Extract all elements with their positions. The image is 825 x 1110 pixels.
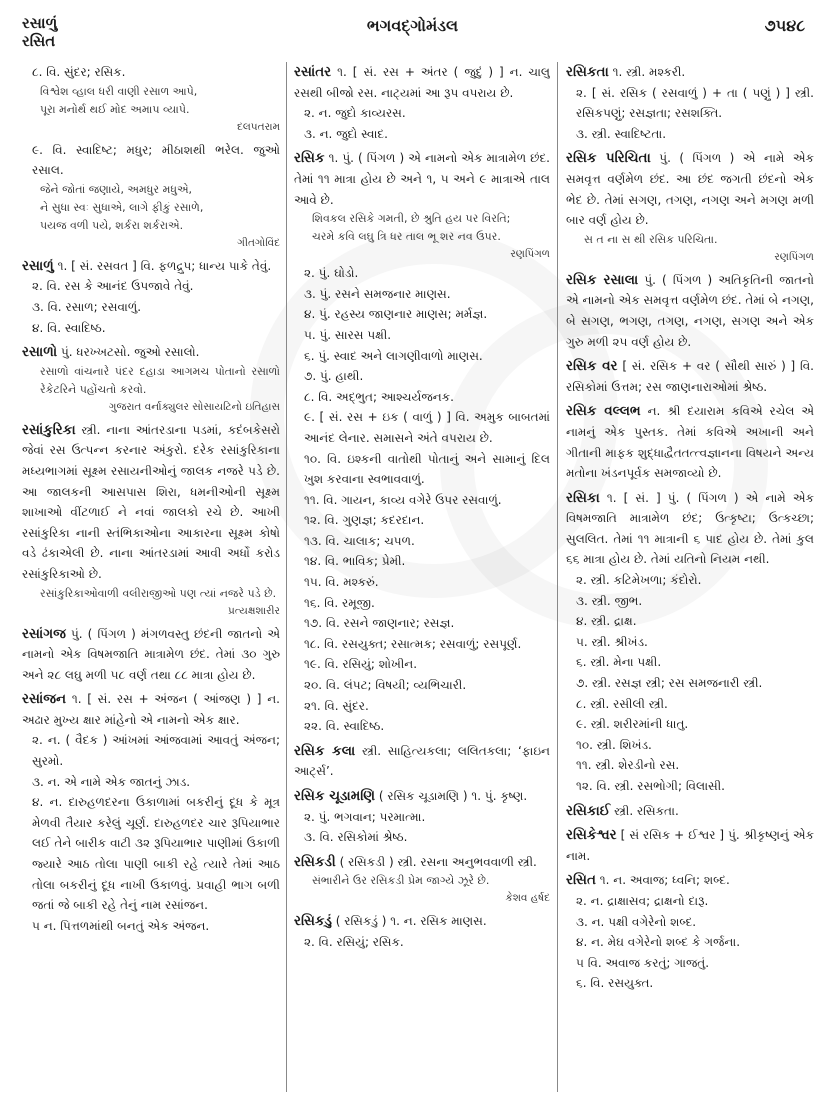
- quotation-line: સ ત ના સ થી રસિક પરિચિતા.: [584, 232, 718, 246]
- definition-text: સ્ત્રી. રસિકતા.: [614, 803, 679, 818]
- headword: રસિક વર: [566, 358, 618, 375]
- sense-definition: ૨૦. વિ. લંપટ; વિષયી; વ્યભિચારી.: [304, 678, 467, 693]
- entry-first-line: [566, 870, 814, 891]
- headword: રસિક: [294, 150, 325, 167]
- headword: રસાંજન: [22, 691, 67, 708]
- dictionary-entry: [22, 689, 280, 936]
- quotation-line: ચરમે કવિ લઘુ ત્રિ ધર તાલ ભૂ શર નવ ઉપર.: [312, 230, 501, 244]
- dictionary-entry: [22, 342, 280, 416]
- sense-definition: ૨. ન. ( વૈદક ) આંખમાં આંજવામાં આવતું અંજન; સુરમો.: [32, 733, 280, 769]
- sense-definition: ૩. ન. પક્ષી વગેરેનો શબ્દ.: [576, 914, 697, 929]
- quotation-line: શિવકલ રસિકે ગમતી, છે શ્રુતિ હય પર વિરતિ;: [312, 212, 511, 226]
- entry-first-line: [566, 488, 814, 570]
- dictionary-entry: [566, 801, 814, 822]
- quotation-line: પયજ વળી પયે, શર્કરા શર્કરાએ.: [40, 218, 184, 232]
- sense-definition: ૮. વિ. સુંદર; રસિક.: [32, 65, 126, 79]
- dictionary-entry: [22, 420, 280, 620]
- quotation-source: પ્રત્યક્ષશારીર: [228, 604, 280, 617]
- entry-first-line: [22, 256, 280, 277]
- entry-first-line: [566, 148, 814, 230]
- definition-text: ૧. [ સં. રસ + અંજન ( આંજણ ) ] ન. અઢાર મુખ્ય ક્ષાર માંહેનો એ નામનો એક ક્ષાર.: [22, 692, 280, 727]
- sense-definition: ૩. સ્ત્રી. જીભ.: [576, 593, 643, 608]
- sense-definition: ૯. સ્ત્રી. શરીરમાંની ધાતુ.: [576, 717, 689, 732]
- dictionary-entry: [566, 356, 814, 397]
- sense-definition: ૪. પું. રહસ્ય જાણનાર માણસ; મર્મજ્ઞ.: [304, 307, 488, 322]
- sense-definition: ૨. [ સં. રસિક ( રસવાળું ) + તા ( પણું ) ] સ્ત્રી. રસિકપણું; રસજ્ઞતા; રસશક્તિ.: [576, 85, 814, 121]
- column-divider: [557, 62, 558, 1092]
- page-number: ૭૫૪૮: [764, 16, 805, 35]
- sense-definition: ૯. [ સં. રસ + ઇક ( વાળું ) ] વિ. અમુક બાબતમાં આનંદ લેનાર. સમાસને અંતે વપરાય છે.: [304, 410, 550, 445]
- sense-definition: ૭. સ્ત્રી. રસજ્ઞ સ્ત્રી; રસ સમજનારી સ્ત્રી.: [576, 676, 763, 691]
- sense-definition: ૧૬. વિ. રમૂજી.: [304, 595, 375, 610]
- guide-word-first: રસાળું: [22, 14, 58, 32]
- quotation-line: વિશ્વેશ વ્હાલ ધરી વાણી રસાળ આપે,: [40, 84, 198, 98]
- definition-text: ન. શ્રી દયારામ કવિએ રચેલ એ નામનું એક પુસ્તક. તેમાં કવિએ અખાની અને ગીતાની માફક શુદ્ધાદ્વૈતતત્ત્વજ્ઞાનના વિષયને અન્ય મતોના ખંડનપૂર્વક સમજાવ્યો છે.: [566, 404, 814, 481]
- headword: રસાંતર: [294, 64, 332, 80]
- headword: રસાળો: [22, 344, 58, 361]
- entry-first-line: [566, 270, 814, 352]
- sense-definition: ૩. ન. એ નામે એક જાતનું ઝાડ.: [32, 774, 191, 789]
- quotation-line: સંભારીને ઉર રસિકડી પ્રેમ જાગ્યે ઝૂરે છે.: [312, 874, 490, 888]
- entry-first-line: [294, 148, 550, 210]
- sense-definition: ૧૮. વિ. રસયુક્ત; રસાત્મક; રસવાળું; રસપૂર્ણ.: [304, 636, 522, 651]
- headword: રસિક ચૂડામણિ: [294, 788, 376, 804]
- quotation-line: જેને જોતાં જણાયે, અમધુર મધુએ,: [40, 182, 193, 196]
- sense-definition: ૧૩. વિ. ચાલાક; ચપળ.: [304, 533, 415, 548]
- sense-definition: ૧૨. વિ. સ્ત્રી. રસભોગી; વિલાસી.: [576, 779, 725, 793]
- dictionary-entry: [566, 270, 814, 352]
- sense-definition: ૨. પું. ભગવાન; પરમાત્મા.: [304, 809, 426, 824]
- sense-definition: ૧૯. વિ. રસિયું; શોખીન.: [304, 657, 418, 672]
- definition-text: ૧. [ સં. રસ + અંતર ( જુદું ) ] ન. ચાલુ રસથી બીજો રસ. નાટ્યમાં આ રૂપ વપરાય છે.: [294, 65, 550, 100]
- headword: રસિક પરિચિતા: [566, 150, 651, 167]
- dictionary-entry: [566, 148, 814, 265]
- entry-first-line: [566, 801, 814, 822]
- entry-first-line: [294, 911, 550, 932]
- sense-definition: ૫ ન. પિત્તળમાંથી બનતું એક અંજન.: [32, 918, 210, 933]
- sense-definition: ૨. વિ. રસિયું; રસિક.: [304, 934, 404, 949]
- entry-first-line: [22, 624, 280, 686]
- quotation-source: રણપિંગળ: [774, 250, 814, 263]
- page-title: ભગવદ્ગોમંડલ: [366, 16, 459, 35]
- page-header: [0, 14, 825, 54]
- sense-definition: ૧૧. વિ. ગાયન, કાવ્ય વગેરે ઉપર રસવાળું.: [304, 492, 502, 507]
- sense-definition: ૪. ન. મેઘ વગેરેનો શબ્દ કે ગર્જના.: [576, 935, 741, 950]
- definition-text: પું. ( પિંગળ ) અતિકૃતિની જાતનો એ નામનો એક સમવૃત્ત વર્ણમેળ છંદ. તેમાં બે નગણ, બે સગણ, ભગણ, તગણ, નગણ, સગણ અને એક ગુરુ મળી ૨૫ વર્ણ હોય છે.: [566, 272, 814, 349]
- sense-definition: ૨. ન. જુદો કાવ્યરસ.: [304, 106, 406, 121]
- sense-definition: ૬. વિ. રસયુક્ત.: [576, 976, 654, 991]
- sense-definition: ૨૨. વિ. સ્વાદિષ્ઠ.: [304, 719, 385, 734]
- sense-definition: ૪. વિ. સ્વાદિષ્ઠ.: [32, 320, 106, 335]
- headword: રસિક વલ્લભ: [566, 403, 641, 420]
- definition-text: પું. ( પિંગળ ) મંગળવસ્તુ છંદની જાતનો એ નામનો એક વિષમજાતિ માત્રામેળ છંદ. તેમાં ૩૦ ગુરુ અને ૨૮ લઘુ મળી ૫૮ વર્ણ તથા ૮૮ માત્રા હોય છે.: [22, 626, 280, 682]
- sense-definition: ૪. ન. દારુહળદરના ઉકાળામાં બકરીનું દૂધ કે મૂત્ર મેળવી તૈયાર કરેલું ચૂર્ણ. દારુહળદર ચાર રૂપિયાભાર લઈ તેને બારીક વાટી ૩૨ રૂપિયાભાર પાણીમાં ઉકાળી જ્યારે આઠ તોલા પાણી બાકી રહે ત્યારે તેમાં આઠ તોલા બકરીનું દૂધ નાખી ઉકાળવું. પ્રવાહી ભાગ બળી જતાં જે બાકી રહે તેનું નામ રસાંજન.: [32, 795, 280, 913]
- sense-definition: ૩. ન. જુદો સ્વાદ.: [304, 126, 388, 141]
- quotation-source: રણપિંગળ: [510, 248, 550, 261]
- definition-text: ૧. [ સં. ] પું. ( પિંગળ ) એ નામે એક વિષમજાતિ માત્રામેળ છંદ; ઉત્કૃષ્ટા; ઉત્કચ્છા; સુલલિત. તેમાં ૧૧ માત્રાની ૬ પાદ હોય છે. તેમાં કુલ ૬૬ માત્રા હોય છે. તેમાં યતિનો નિયમ નથી.: [566, 490, 814, 567]
- sense-definition: ૩. સ્ત્રી. સ્વાદિષ્ટતા.: [576, 126, 667, 141]
- sense-definition: ૫. સ્ત્રી. શ્રીખંડ.: [576, 634, 648, 649]
- entry-first-line: [566, 356, 814, 397]
- guide-word-last: રસિત: [22, 32, 56, 50]
- sense-definition: ૫. પું. સારસ પક્ષી.: [304, 327, 392, 342]
- sense-definition: ૧૧. સ્ત્રી. શેરડીનો રસ.: [576, 758, 680, 773]
- headword: રસિકા: [566, 489, 600, 506]
- dictionary-entry: [566, 825, 814, 866]
- sense-definition: ૬. પું. સ્વાદ અને લાગણીવાળો માણસ.: [304, 348, 483, 363]
- headword: રસિકેશ્વર: [566, 827, 617, 844]
- sense-definition: ૧૦. વિ. ઇશ્કની વાતોથી પોતાનું અને સામાનું દિલ ખુશ કરવાના સ્વભાવવાળું.: [304, 451, 550, 487]
- quotation-source: ગુજરાત વર્નાક્યુલર સોસાયટિનો ઇતિહાસ: [108, 400, 280, 413]
- column-divider: [286, 62, 287, 1092]
- definition-text: પું. ( પિંગળ ) એ નામે એક સમવૃત્ત વર્ણમેળ છંદ. આ છંદ જગતી છંદનો એક ભેદ છે. તેમાં સગણ, તગણ, નગણ અને મગણ મળી બાર વર્ણ હોય છે.: [566, 151, 814, 228]
- sense-definition: ૭. પું. હાથી.: [304, 369, 364, 384]
- definition-text: ( રસિક ચૂડામણિ ) ૧. પું. કૃષ્ણ.: [378, 789, 528, 803]
- sense-definition: ૨. વિ. રસ કે આનંદ ઉપજાવે તેવું.: [32, 279, 194, 294]
- definition-text: ૧. [ સં. રસવત ] વિ. ફળદ્રુપ; ધાન્ય પાકે તેવું.: [57, 258, 272, 273]
- headword: રસિત: [566, 872, 596, 889]
- sense-definition: ૨. ન. દ્રાક્ષાસવ; દ્રાક્ષનો દારૂ.: [576, 893, 709, 908]
- sense-definition: ૨. પું. ઘોડો.: [304, 266, 359, 281]
- sense-definition: ૮. વિ. અદ્ભુત; આશ્ચર્યજનક.: [304, 389, 454, 404]
- dictionary-entry: [566, 62, 814, 144]
- sense-definition: ૨. સ્ત્રી. કટિમેખળા; કંદોરો.: [576, 573, 702, 588]
- definition-text: ( રસિકડું ) ૧. ન. રસિક માણસ.: [335, 914, 487, 929]
- sense-definition: ૧૨. વિ. ગુણજ્ઞ; કદરદાન.: [304, 513, 425, 528]
- headword: રસિકતા: [566, 64, 609, 80]
- quotation-source: કેશવ હર્ષદ: [505, 892, 550, 905]
- sense-definition: ૧૫. વિ. મશ્કરું.: [304, 575, 379, 590]
- entry-first-line: [566, 825, 814, 866]
- sense-definition: ૧૪. વિ. ભાવિક; પ્રેમી.: [304, 554, 406, 569]
- sense-definition: ૬. સ્ત્રી. મેના પક્ષી.: [576, 655, 662, 670]
- quotation-line: રસાંકુરિકાઓવાળી વલીરાજીઓ પણ ત્યાં નજરે પડે છે.: [40, 586, 277, 600]
- headword: રસાંગજ: [22, 625, 66, 642]
- definition-text: ( રસિકડી ) સ્ત્રી. રસના અનુભવવાળી સ્ત્રી.: [339, 854, 537, 869]
- column-2: [294, 62, 550, 1102]
- dictionary-entry: [22, 140, 280, 252]
- headword: રસિકડું: [294, 913, 332, 930]
- quotation-line: રસાળો વાંચનારે પંદર દહાડા આગમચ પોતાનો રસાળો રેકેટરિને પહોંચતો કરવો.: [40, 364, 280, 396]
- sense-definition: ૨૧. વિ. સુંદર.: [304, 698, 369, 713]
- entry-first-line: [294, 741, 550, 782]
- dictionary-entry: [566, 870, 814, 994]
- sense-definition: ૩. વિ. રસાળ; રસવાળું.: [32, 299, 142, 314]
- entry-first-line: [294, 62, 550, 103]
- entry-first-line: [294, 852, 550, 873]
- sense-definition: ૩. વિ. રસિકોમાં શ્રેષ્ઠ.: [304, 830, 408, 845]
- column-1: [22, 62, 280, 1102]
- entry-first-line: [22, 420, 280, 585]
- headword: રસિક રસાલા: [566, 271, 639, 288]
- dictionary-entry: [294, 62, 550, 144]
- quotation-source: દલપતરામ: [237, 120, 280, 133]
- dictionary-entry: [22, 62, 280, 136]
- definition-text: ૧. ન. અવાજ; ધ્વનિ; શબ્દ.: [599, 873, 730, 888]
- dictionary-entry: [294, 741, 550, 782]
- dictionary-entry: [566, 401, 814, 483]
- quotation-line: ને સુધા સ્વઃ સુધાએ, લાગે ફીકું રસાળે,: [40, 200, 204, 214]
- definition-text: સ્ત્રી. સાહિત્યકલા; લલિતકલા; ‘ફાઇન આર્ટ્સ’.: [294, 743, 550, 779]
- sense-definition: ૯. વિ. સ્વાદિષ્ટ; મધુર; મીઠાશથી ભરેલ. જુઓ રસાલ.: [32, 142, 280, 178]
- quotation-line: પૂરા મનોર્થ થઈ મોદ અમાપ વ્યાપે.: [40, 102, 190, 116]
- entry-first-line: [566, 401, 814, 483]
- sense-definition: ૩. પું. રસને સમજનાર માણસ.: [304, 286, 451, 301]
- sense-definition: ૫ વિ. અવાજ કરતું; ગાજતું.: [576, 955, 710, 970]
- dictionary-entry: [294, 148, 550, 736]
- entry-first-line: [294, 786, 550, 807]
- dictionary-entry: [566, 488, 814, 797]
- sense-definition: ૪. સ્ત્રી. દ્રાક્ષ.: [576, 614, 637, 629]
- entry-first-line: [566, 62, 814, 83]
- definition-text: પું. ધરખ્ખટસો. જુઓ રસાલો.: [60, 345, 200, 360]
- definition-text: [ સં રસિક + ઈશ્વર ] પું. શ્રીકૃષ્ણનું એક નામ.: [566, 828, 814, 863]
- headword: રસિક કલા: [294, 742, 356, 759]
- dictionary-entry: [294, 852, 550, 908]
- dictionary-entry: [294, 911, 550, 952]
- entry-first-line: [22, 342, 280, 363]
- definition-text: [ સં. રસિક + વર ( સૌથી સારું ) ] વિ. રસિકોમાં ઉત્તમ; રસ જાણનારાઓમાં શ્રેષ્ઠ.: [566, 359, 814, 394]
- headword: રસાળું: [22, 257, 54, 274]
- column-3: [566, 62, 814, 1102]
- entry-first-line: [22, 689, 280, 730]
- headword: રસાંકુરિકા: [22, 421, 76, 438]
- sense-definition: ૧૦. સ્ત્રી. શિખંડ.: [576, 737, 652, 752]
- headword: રસિકાઈ: [566, 802, 611, 819]
- dictionary-entry: [22, 256, 280, 338]
- headword: રસિકડી: [294, 853, 336, 870]
- definition-text: ૧. સ્ત્રી. મશ્કરી.: [612, 65, 686, 79]
- sense-definition: ૧૭. વિ. રસને જાણનાર; રસજ્ઞ.: [304, 616, 455, 631]
- quotation-source: ગીતગોવિંદ: [237, 236, 280, 249]
- definition-text: સ્ત્રી. નાના આંતરડાના પડમાં, કદંબકેસરો જેવાં રસ ઉત્પન્ન કરનાર અંકુરો. દરેક રસાંકુરિકાના મધ્યભાગમાં સૂક્ષ્મ રસાયનીઓનું જાલક નજરે પડે છે. આ જાલકની આસપાસ શિરા, ધમનીઓની સૂક્ષ્મ શાખાઓ વીંટળાઈ ને નવાં જાલકો રચે છે. આખી રસાંકુરિકા નાની સ્તંભિકાઓના આકારના સૂક્ષ્મ કોષો વડે ઢંકાએલી છે. નાના આંતરડામાં આવી અર્ધો કરોડ રસાંકુરિકાઓ છે.: [22, 422, 280, 581]
- definition-text: ૧. પું. ( પિંગળ ) એ નામનો એક માત્રામેળ છંદ. તેમાં ૧૧ માત્રા હોય છે અને ૧, ૫ અને ૯ માત્રાએ તાલ આવે છે.: [294, 151, 550, 207]
- dictionary-entry: [22, 624, 280, 686]
- dictionary-entry: [294, 786, 550, 848]
- sense-definition: ૮. સ્ત્રી. રસીલી સ્ત્રી.: [576, 696, 668, 711]
